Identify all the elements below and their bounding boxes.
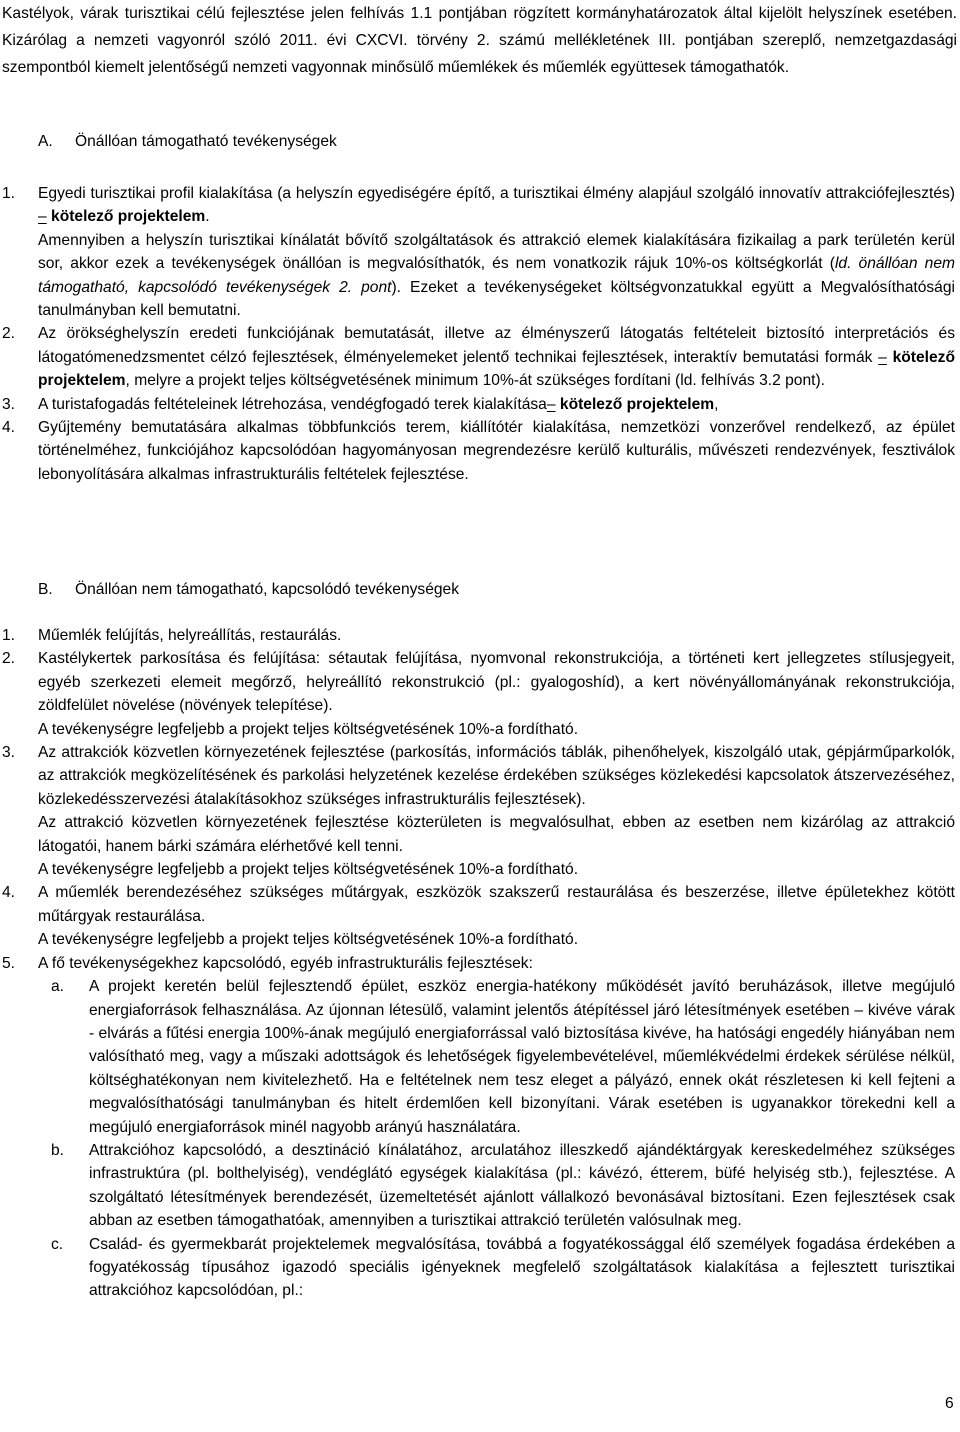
section-b-letter: B.	[38, 581, 53, 598]
section-a-list	[0, 182, 960, 486]
list-item: 1. Műemlék felújítás, helyreállítás, restaurálás.	[0, 624, 955, 647]
list-item: 2. Kastélykertek parkosítása és felújítása: sétautak felújítása, nyomvonal rekonstrukciója, a történeti kert jellegzetes stílusjegyeit, egyéb szerkezeti elemeit megőrző, helyreállító rekonstrukció (pl.: gyalogoshíd), a kert növényállományának rekonstrukciója, zöldfelület növelése (növények telepítése). A tevékenységre legfeljebb a projekt teljes költségvetésének 10%-a fordítható.	[0, 647, 955, 741]
item-number: 1.	[2, 627, 16, 644]
section-b-list	[0, 624, 960, 1303]
list-item: 4. A műemlék berendezéséhez szükséges műtárgyak, eszközök szakszerű restaurálása és beszerzése, illetve épületekhez kötött műtárgyak restaurálása. A tevékenységre legfeljebb a projekt teljes költségvetésének 10%-a fordítható.	[0, 881, 955, 951]
mandatory-label: kötelező projektelem	[38, 348, 955, 390]
list-item: 2. Az örökséghelyszín eredeti funkciójának bemutatását, illetve az élményszerű látogatás feltételeit biztosító interpretációs és látogatómenedzsmentet célzó fejlesztések, élményelemeket jelentő technikai fejlesztések, interaktív bemutatási formák – kötelező projektelem, melyre a projekt teljes költségvetésének minimum 10%-át szükséges fordítani (ld. felhívás 3.2 pont).	[0, 322, 955, 392]
item-number: 1.	[2, 185, 16, 202]
item-number: 3.	[2, 395, 16, 413]
list-item: 3. Az attrakciók közvetlen környezetének fejlesztése (parkosítás, információs táblák, pihenőhelyek, kiszolgáló utak, gépjárműparkolók, az attrakciók megközelítésének és parkolási helyzetének kezelése érdekében szükséges közlekedési kapcsolatok átszervezéséhez, közlekedésszervezési átalakításokhoz szükséges infrastrukturális fejlesztések). Az attrakció közvetlen környezetének fejlesztése közterületen is megvalósulhat, ebben az esetben nem kizárólag az attrakció látogatói, hanem bárki számára elérhetővé kell tenni. A tevékenységre legfeljebb a projekt teljes költségvetésének 10%-a fordítható.	[0, 741, 955, 881]
intro-paragraph: Kastélyok, várak turisztikai célú fejlesztése jelen felhívás 1.1 pontjában rögzített kormányhatározatok által kijelölt helyszínek esetében. Kizárólag a nemzeti vagyonról szóló 2011. évi CXCVI. törvény 2. számú mellékletének III. pontjában szereplő, nemzetgazdasági szempontból kiemelt jelentőségű nemzeti vagyonnak minősülő műemlékek és műemlék együttesek támogathatók.	[2, 5, 957, 76]
section-a-letter: A.	[38, 133, 53, 150]
list-item: 1. Egyedi turisztikai profil kialakítása (a helyszín egyediségére építő, a turisztikai élmény alapjául szolgáló innovatív attrakciófejlesztés) – kötelező projektelem. Amennyiben a helyszín turisztikai kínálatát bővítő szolgáltatások és attrakció elemek kialakítására fizikailag a park területén kerül sor, akkor ezek a tevékenységek önállóan is megvalósíthatók, és nem vonatkozik rájuk 10%-os költségkorlát (ld. önállóan nem támogatható, kapcsolódó tevékenységek 2. pont). Ezeket a tevékenységeket költségvonzatukkal együtt a Megvalósíthatósági tanulmányban kell bemutatni.	[0, 182, 955, 322]
item-number: 3.	[2, 744, 16, 762]
sub-item-letter: a.	[51, 978, 65, 996]
list-item: 4. Gyűjtemény bemutatására alkalmas többfunkciós terem, kiállítótér kialakítása, nemzetközi vonzerővel rendelkező, az épület történelméhez, funkciójához kapcsolódóan hagyományosan megrendezésre kerülő kulturális, művészeti rendezvények, fesztiválok lebonyolítására alkalmas infrastrukturális feltételek fejlesztése.	[0, 416, 955, 486]
cost-limit-note: A tevékenységre legfeljebb a projekt teljes költségvetésének 10%-a fordítható.	[38, 931, 579, 949]
section-b-title: Önállóan nem támogatható, kapcsolódó tevékenységek	[75, 581, 460, 598]
cost-limit-note: A tevékenységre legfeljebb a projekt teljes költségvetésének 10%-a fordítható.	[38, 861, 579, 879]
page-number: 6	[945, 1395, 954, 1412]
item-number: 4.	[2, 419, 16, 437]
section-a-title: Önállóan támogatható tevékenységek	[75, 133, 337, 150]
cost-limit-note: A tevékenységre legfeljebb a projekt teljes költségvetésének 10%-a fordítható.	[38, 720, 579, 738]
section-b-heading	[38, 578, 459, 601]
sub-list-item: c. Család- és gyermekbarát projektelemek megvalósítása, továbbá a fogyatékossággal élő személyek fogadása érdekében a fogyatékosság típusához igazodó speciális igényeknek megfelelő szolgáltatások kialakítása a fejlesztett turisztikai attrakcióhoz kapcsolódóan, pl.:	[0, 1233, 955, 1303]
sub-list-item: a. A projekt keretén belül fejlesztendő épület, eszköz energia-hatékony működését javító beruházások, illetve megújuló energiaforrások felhasználása. Az újonnan létesülő, valamint jelentős átépítéssel járó létesítmények esetében – kivéve várak - elvárás a fűtési energia 100%-ának megújuló energiaforrással való biztosítása kivéve, ha hatósági engedély hiányában nem valósítható meg, vagy a műszaki adottságok és lehetőségek figyelembevételével, műemlékvédelmi érdekek sérülése nélkül, költséghatékonyan nem kivitelezhető. Ha e feltételnek nem tesz eleget a pályázó, ennek okát részletesen ki kell fejteni a megvalósíthatósági tanulmányban és hitelt érdemlően kell bizonyítani. Várak esetében is ugyanakkor törekedni kell a megújuló energiaforrások minél nagyobb arányú használatára.	[0, 975, 955, 1139]
list-item: 3. A turistafogadás feltételeinek létrehozása, vendégfogadó terek kialakítása– kötelező projektelem,	[0, 393, 955, 416]
mandatory-label: kötelező projektelem	[555, 395, 715, 413]
list-item: 5. A fő tevékenységekhez kapcsolódó, egyéb infrastrukturális fejlesztések:	[0, 952, 955, 975]
mandatory-label: kötelező projektelem	[51, 208, 206, 226]
item-number: 4.	[2, 884, 16, 902]
sub-item-letter: b.	[51, 1141, 65, 1159]
item-number: 5.	[2, 954, 16, 972]
sub-item-letter: c.	[51, 1235, 64, 1253]
item-number: 2.	[2, 650, 16, 668]
cross-reference: ld. önállóan nem támogatható, kapcsolódó tevékenységek 2. pont	[38, 255, 955, 296]
item-number: 2.	[2, 325, 16, 343]
sub-list-item: b. Attrakcióhoz kapcsolódó, a desztináció kínálatához, arculatához illeszkedő ajándéktárgyak kereskedelméhez szükséges infrastruktúra (pl. bolthelyiség), vendéglátó egységek kialakítása (pl.: kávézó, étterem, büfé helyiség stb.), fejlesztése. A szolgáltató létesítmények berendezését, üzemeltetését ajánlott vállalkozó bevonásával biztosítani. Ezen fejlesztések csak abban az esetben támogathatóak, amennyiben a turisztikai attrakció területén valósulnak meg.	[0, 1139, 955, 1233]
section-a-heading	[38, 130, 337, 153]
